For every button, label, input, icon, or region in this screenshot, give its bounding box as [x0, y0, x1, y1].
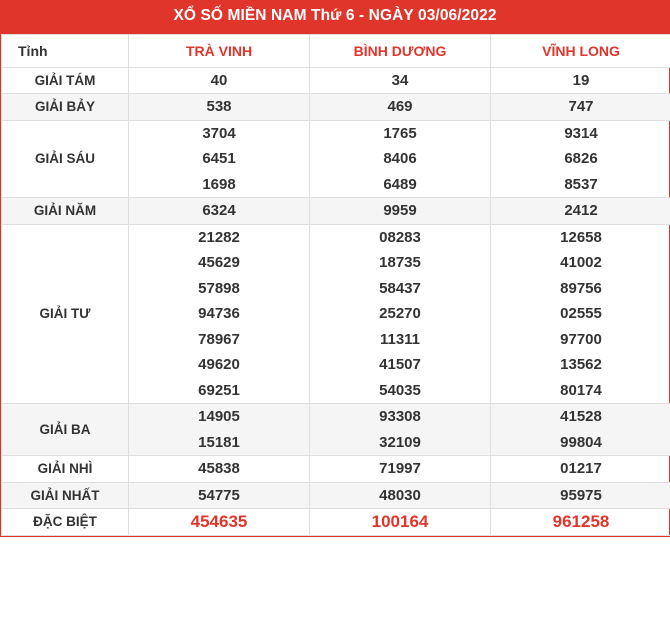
- prize-numbers-cell: [129, 120, 310, 198]
- prize-number: 01217: [560, 460, 602, 478]
- page-title: XỔ SỐ MIỀN NAM Thứ 6 - NGÀY 03/06/2022: [1, 0, 669, 34]
- prize-number: 15181: [198, 433, 240, 451]
- prize-numbers-cell: [129, 509, 310, 536]
- prize-number: 21282: [198, 228, 240, 246]
- prize-number: 41002: [560, 254, 602, 272]
- table-body: [2, 67, 670, 535]
- lottery-results-table: [1, 34, 670, 536]
- table-row: [2, 456, 670, 483]
- prize-number: 48030: [379, 486, 421, 504]
- prize-numbers-cell: [129, 404, 310, 456]
- prize-number: 49620: [198, 356, 240, 374]
- table-header-row: [2, 34, 670, 67]
- prize-number: 57898: [198, 279, 240, 297]
- prize-label: GIẢI BẢY: [2, 94, 129, 121]
- prize-number: 34: [391, 71, 409, 89]
- prize-numbers-cell: [310, 67, 491, 94]
- prize-number: 18735: [379, 254, 421, 272]
- prize-numbers-cell: [310, 509, 491, 536]
- prize-numbers-cell: [310, 404, 491, 456]
- prize-number: 8406: [383, 150, 417, 168]
- prize-label: GIẢI NHÌ: [2, 456, 129, 483]
- prize-number: 58437: [379, 279, 421, 297]
- prize-number: 02555: [560, 305, 602, 323]
- prize-numbers-cell: [491, 404, 670, 456]
- prize-label: GIẢI NHẤT: [2, 482, 129, 509]
- prize-numbers-cell: [129, 456, 310, 483]
- prize-number: 9959: [383, 202, 417, 220]
- column-header-tra-vinh: TRÀ VINH: [129, 34, 310, 67]
- prize-numbers-cell: [491, 482, 670, 509]
- prize-number: 6489: [383, 175, 417, 193]
- table-header: [2, 34, 670, 67]
- table-row: [2, 94, 670, 121]
- column-header-binh-duong: BÌNH DƯƠNG: [310, 34, 491, 67]
- prize-number: 99804: [560, 433, 602, 451]
- prize-label: GIẢI TƯ: [2, 224, 129, 404]
- prize-numbers-cell: [491, 509, 670, 536]
- prize-number: 13562: [560, 356, 602, 374]
- table-row: [2, 404, 670, 456]
- table-row: [2, 482, 670, 509]
- prize-numbers-cell: [491, 198, 670, 225]
- prize-number: 14905: [198, 408, 240, 426]
- prize-number: 08283: [379, 228, 421, 246]
- prize-number: 8537: [564, 175, 598, 193]
- prize-label: GIẢI NĂM: [2, 198, 129, 225]
- prize-number: 71997: [379, 460, 421, 478]
- prize-number: 1698: [202, 175, 236, 193]
- prize-number: 54775: [198, 486, 240, 504]
- table-row: [2, 120, 670, 198]
- prize-number: 961258: [552, 512, 610, 532]
- prize-number: 469: [387, 98, 413, 116]
- prize-number: 9314: [564, 124, 598, 142]
- prize-number: 12658: [560, 228, 602, 246]
- prize-numbers-cell: [129, 198, 310, 225]
- prize-number: 95975: [560, 486, 602, 504]
- prize-number: 45838: [198, 460, 240, 478]
- prize-number: 54035: [379, 381, 421, 399]
- prize-number: 747: [568, 98, 594, 116]
- prize-number: 6324: [202, 202, 236, 220]
- prize-label: GIẢI TÁM: [2, 67, 129, 94]
- prize-numbers-cell: [491, 94, 670, 121]
- column-header-vinh-long: VĨNH LONG: [491, 34, 670, 67]
- prize-number: 2412: [564, 202, 598, 220]
- prize-number: 1765: [383, 124, 417, 142]
- prize-number: 454635: [190, 512, 248, 532]
- prize-number: 6451: [202, 150, 236, 168]
- column-header-province-label: Tỉnh: [2, 34, 129, 67]
- prize-label: ĐẶC BIỆT: [2, 509, 129, 536]
- prize-number: 40: [210, 71, 228, 89]
- prize-number: 19: [572, 71, 590, 89]
- prize-number: 89756: [560, 279, 602, 297]
- prize-numbers-cell: [491, 67, 670, 94]
- prize-number: 93308: [379, 408, 421, 426]
- prize-number: 97700: [560, 330, 602, 348]
- prize-number: 32109: [379, 433, 421, 451]
- prize-number: 45629: [198, 254, 240, 272]
- prize-number: 69251: [198, 381, 240, 399]
- table-row: [2, 198, 670, 225]
- prize-numbers-cell: [310, 456, 491, 483]
- prize-numbers-cell: [491, 120, 670, 198]
- prize-number: 100164: [371, 512, 429, 532]
- prize-number: 6826: [564, 150, 598, 168]
- prize-number: 94736: [198, 305, 240, 323]
- prize-number: 3704: [202, 124, 236, 142]
- prize-number: 80174: [560, 381, 602, 399]
- prize-label: GIẢI BA: [2, 404, 129, 456]
- prize-numbers-cell: [310, 198, 491, 225]
- prize-numbers-cell: [310, 120, 491, 198]
- prize-numbers-cell: [129, 94, 310, 121]
- prize-number: 25270: [379, 305, 421, 323]
- prize-number: 11311: [379, 330, 421, 348]
- prize-numbers-cell: [310, 482, 491, 509]
- prize-numbers-cell: [129, 482, 310, 509]
- table-row: [2, 67, 670, 94]
- prize-numbers-cell: [491, 456, 670, 483]
- prize-numbers-cell: [129, 67, 310, 94]
- table-row: [2, 224, 670, 404]
- table-row: [2, 509, 670, 536]
- prize-number: 538: [206, 98, 232, 116]
- prize-label: GIẢI SÁU: [2, 120, 129, 198]
- prize-numbers-cell: [310, 94, 491, 121]
- prize-number: 41528: [560, 408, 602, 426]
- prize-numbers-cell: [310, 224, 491, 404]
- prize-numbers-cell: [491, 224, 670, 404]
- prize-number: 41507: [379, 356, 421, 374]
- prize-numbers-cell: [129, 224, 310, 404]
- prize-number: 78967: [198, 330, 240, 348]
